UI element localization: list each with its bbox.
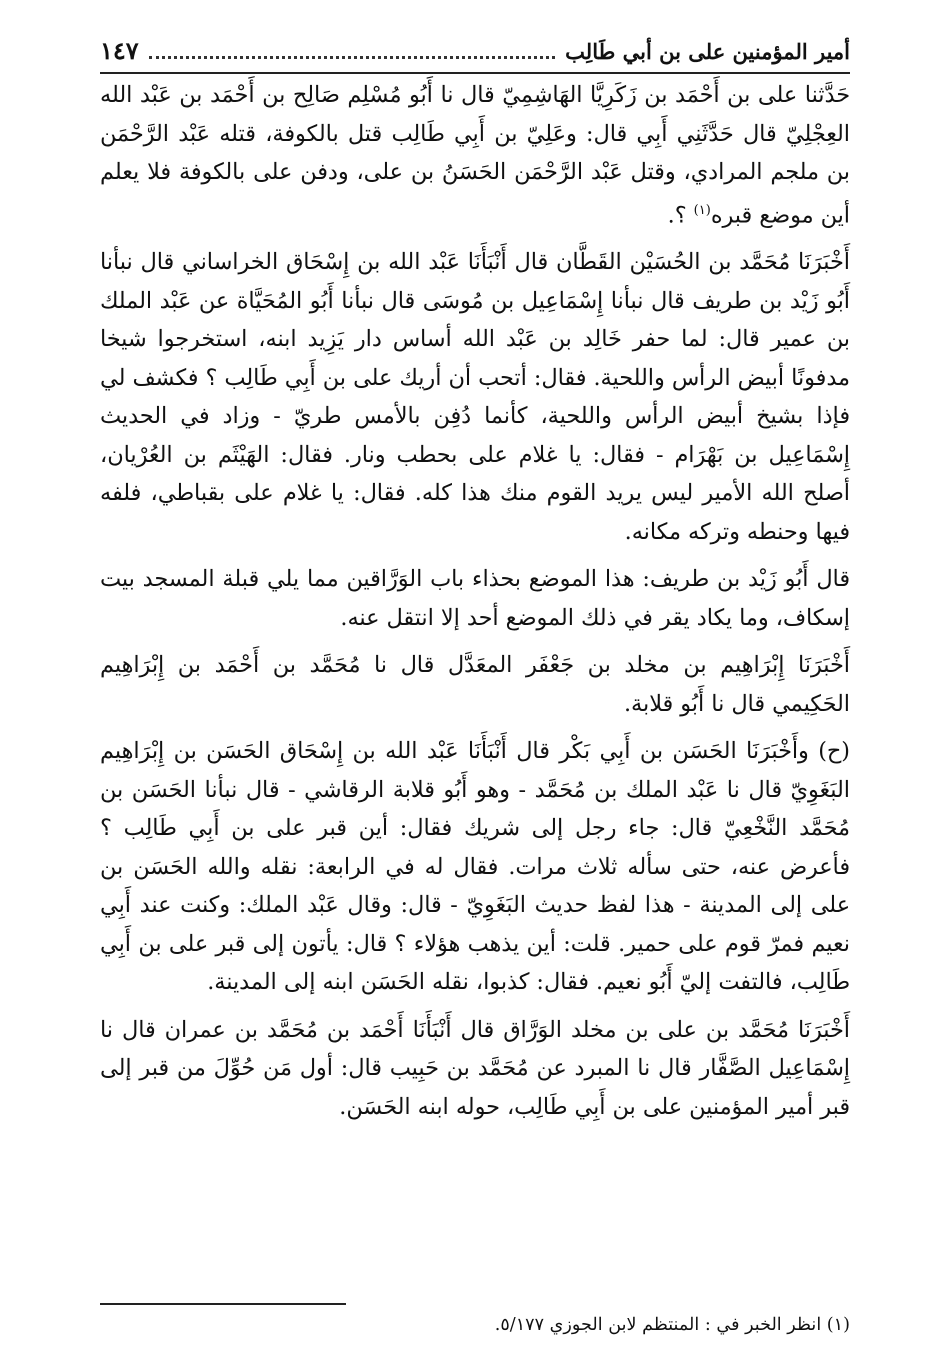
main-text [100,76,850,1126]
footnote-separator [100,1303,346,1305]
footnote-marker: (١) [693,202,711,218]
paragraph-text: (ح) وأَخْبَرَنَا الحَسَن بن أَبِي بَكْر قال أَنْبَأَنَا عَبْد الله بن إِسْحَاق الحَسَن بن إِبْرَاهِيم البَغَوِيّ قال نا عَبْد الملك بن مُحَمَّد - وهو أَبُو قلابة الرقاشي - قال نبأنا الحَسَن بن مُحَمَّد النَّخْعِيّ قال: جاء رجل إلى شريك فقال: أين قبر على بن أَبِي طَالِب ؟ فأعرض عنه، حتى سأله ثلاث مرات. فقال له في الرابعة: نقله والله الحَسَن بن على إلى المدينة - هذا لفظ حديث البَغَوِيّ - قال: وقال عَبْد الملك: وكنت عند أَبِي نعيم فمرّ قوم على حمير. قلت: أين يذهب هؤلاء ؟ قال: يأتون إلى قبر على بن أَبِي طَالِب، فالتفت إليّ أَبُو نعيم. فقال: كذبوا، نقله الحَسَن ابنه إلى المدينة. [100,738,850,996]
paragraph-text: حَدَّثنا على بن أَحْمَد بن زَكَرِيَّا الهَاشِمِيّ قال نا أَبُو مُسْلِم صَالِح بن أَحْمَد بن عَبْد الله العِجْلِيّ قال حَدَّثَنِي أَبِي قال: وعَلِيّ بن أَبِي طَالِب قتل بالكوفة، قتله عَبْد الرَّحْمَن بن ملجم المرادي، وقتل عَبْد الرَّحْمَن الحَسَنُ بن على، ودفن على بالكوفة فلا يعلم أين موضع قبره [100,82,850,228]
running-header [100,36,850,74]
header-title: أمير المؤمنين على بن أبي طَالِب [565,39,850,64]
book-page [100,36,850,1135]
paragraph [100,1011,850,1127]
page-number: ١٤٧ [100,36,139,65]
paragraph [100,560,850,637]
paragraph-text: أَخْبَرَنَا مُحَمَّد بن على بن مخلد الوَرَّاق قال أَنْبَأَنَا أَحْمَد بن مُحَمَّد بن عمران قال نا إِسْمَاعِيل الصَّفَّار قال نا المبرد عن مُحَمَّد بن حَبِيب قال: أول مَن حُوِّلَ من قبر إلى قبر أمير المؤمنين على بن أَبِي طَالِب، حوله ابنه الحَسَن. [100,1016,850,1120]
footnote: (١) انظر الخبر في : المنتظم لابن الجوزي ٥/١٧٧. [494,1315,850,1335]
paragraph-text: قال أَبُو زَيْد بن طريف: هذا الموضع بحذاء باب الوَرَّاقين مما يلي قبلة المسجد بيت إسكاف، وما يكاد يقر في ذلك الموضع أحد إلا انتقل عنه. [100,566,850,631]
paragraph-text: أَخْبَرَنَا مُحَمَّد بن الحُسَيْن القَطَّان قال أَنْبَأَنَا عَبْد الله بن إِسْحَاق الخراساني قال نبأنا أَبُو زَيْد بن طريف قال نبأنا إِسْمَاعِيل بن مُوسَى قال نبأنا أَبُو المُحَيَّاة عن عَبْد الملك بن عمير قال: لما حفر خَالِد بن عَبْد الله أساس دار يَزِيد ابنه، استخرجوا شيخا مدفونًا أبيض الرأس واللحية. فقال: أتحب أن أريك على بن أَبِي طَالِب ؟ فكشف لي فإذا بشيخ أبيض الرأس واللحية، كأنما دُفِن بالأمس طريّ - وزاد في الحديث إِسْمَاعِيل بن بَهْرَام - فقال: يا غلام على بحطب ونار. فقال: الهَيْثَم بن العُرْيان، أصلح الله الأمير ليس يريد القوم منك هذا كله. فقال: يا غلام على بقباطي، فلفه فيها وحنطه وتركه مكانه. [100,249,850,545]
paragraph [100,646,850,723]
header-leader-dots [149,55,556,59]
paragraph [100,732,850,1002]
paragraph-tail: ؟. [667,201,694,228]
paragraph [100,76,850,234]
paragraph [100,243,850,551]
paragraph-text: أَخْبَرَنَا إِبْرَاهِيم بن مخلد بن جَعْفَر المعَدَّل قال نا مُحَمَّد بن أَحْمَد بن إِبْرَاهِيم الحَكِيمي قال نا أَبُو قلابة. [100,652,850,717]
